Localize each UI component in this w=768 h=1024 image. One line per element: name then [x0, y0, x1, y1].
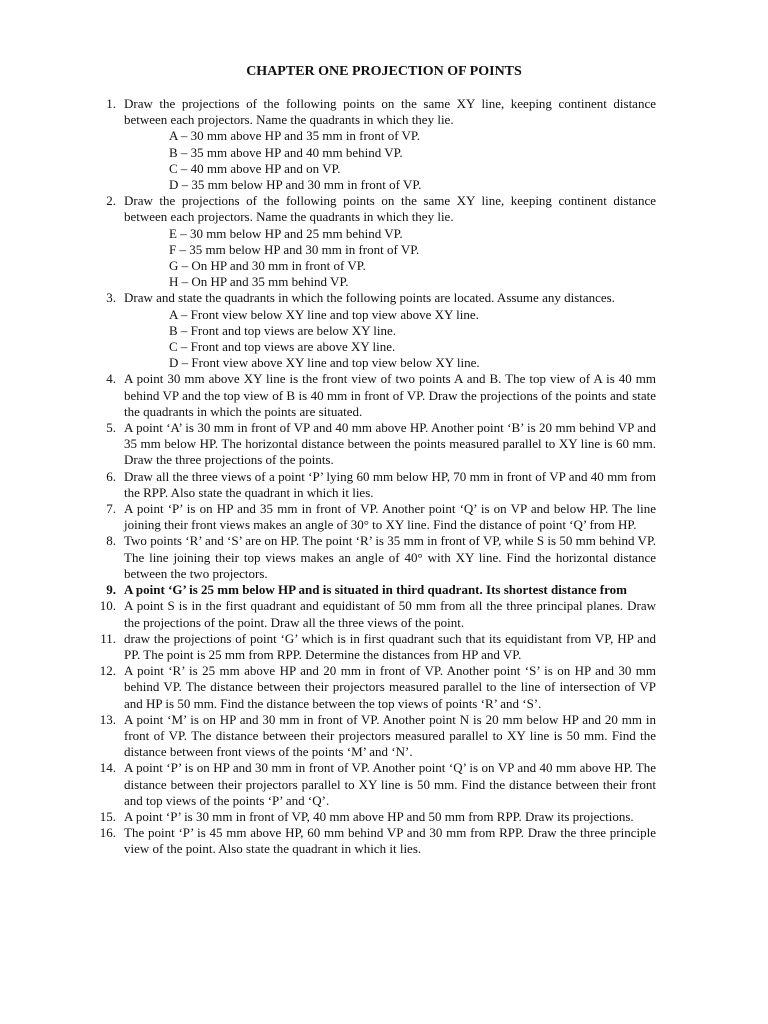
question-number: 8.: [106, 533, 116, 549]
question-number: 6.: [106, 468, 116, 484]
question-item: [99, 711, 656, 761]
question-number: 4.: [106, 371, 116, 387]
question-text: Draw the projections of the following points on the same XY line, keeping continent distance between each projectors. Name the quadrants in which they lie.: [124, 96, 656, 128]
question-text: A point ‘R’ is 25 mm above HP and 20 mm in front of VP. Another point ‘S’ is on HP and 30 mm behind VP. The distance between their projectors measured parallel to the line of intersection of VP and HP is 50 mm. Find the distance between the top views of points ‘R’ and ‘S’.: [124, 663, 656, 711]
question-text: A point ‘M’ is on HP and 30 mm in front of VP. Another point N is 20 mm below HP and 20 mm in front of VP. The distance between their projectors measured parallel to XY line is 50 mm. Find the distance between front views of the points ‘M’ and ‘N’.: [124, 711, 656, 760]
question-item: [106, 290, 656, 371]
sub-item: C – Front and top views are above XY line.: [169, 339, 396, 355]
question-number: 9.: [106, 582, 116, 598]
question-text: A point 30 mm above XY line is the front view of two points A and B. The top view of A is 40 mm behind VP and the top view of B is 40 mm in front of VP. Draw the projections of the points and state the quadrants in which the points are situated.: [124, 371, 656, 419]
question-item: [106, 371, 656, 420]
question-item: [106, 533, 656, 582]
sub-item: F – 35 mm below HP and 30 mm in front of VP.: [169, 241, 420, 257]
question-number: 1.: [106, 96, 116, 111]
question-item: [106, 468, 656, 501]
question-item: [106, 501, 656, 533]
sub-item: H – On HP and 35 mm behind VP.: [169, 274, 349, 290]
question-text: Draw and state the quadrants in which the following points are located. Assume any distances.: [124, 290, 615, 306]
question-item: [106, 420, 656, 469]
question-item: [99, 808, 656, 825]
question-text: A point ‘A’ is 30 mm in front of VP and 40 mm above HP. Another point ‘B’ is 20 mm behind VP and 35 mm below HP. The horizontal distance between the points measured parallel to XY line is 60 mm. Draw the three projections of the points.: [124, 420, 656, 468]
question-number: 15.: [99, 808, 116, 824]
question-text: draw the projections of point ‘G’ which is in first quadrant such that its equidistant from VP, HP and PP. The point is 25 mm from RPP. Determine the distances from HP and VP.: [124, 630, 656, 662]
question-number: 5.: [106, 420, 116, 436]
question-number: 16.: [99, 825, 116, 841]
sub-item: C – 40 mm above HP and on VP.: [169, 160, 341, 176]
page-title: CHAPTER ONE PROJECTION OF POINTS: [246, 64, 522, 79]
question-number: 14.: [99, 760, 116, 776]
question-number: 12.: [99, 663, 116, 679]
question-item: [99, 598, 656, 630]
question-text: A point ‘G’ is 25 mm below HP and is situated in third quadrant. Its shortest distance from: [124, 582, 627, 598]
sub-item: D – 35 mm below HP and 30 mm in front of VP.: [169, 177, 422, 193]
sub-item: D – Front view above XY line and top view below XY line.: [169, 355, 480, 371]
question-text: Two points ‘R’ and ‘S’ are on HP. The point ‘R’ is 35 mm in front of VP, while S is 50 mm behind VP. The line joining their top views makes an angle of 40° with XY line. Find the horizontal distance between the two projectors.: [124, 533, 656, 581]
question-text: A point ‘P’ is 30 mm in front of VP, 40 mm above HP and 50 mm from RPP. Draw its projections.: [124, 808, 634, 824]
question-text: Draw all the three views of a point ‘P’ lying 60 mm below HP, 70 mm in front of VP and 40 mm from the RPP. Also state the quadrant in which it lies.: [124, 468, 656, 500]
question-item: [99, 663, 656, 712]
sub-item: A – Front view below XY line and top view above XY line.: [169, 306, 479, 322]
question-item: [99, 825, 656, 857]
sub-item: A – 30 mm above HP and 35 mm in front of VP.: [169, 128, 420, 144]
question-list: [99, 96, 656, 858]
question-number: 10.: [99, 598, 116, 614]
sub-item: B – 35 mm above HP and 40 mm behind VP.: [169, 144, 403, 160]
sub-item: G – On HP and 30 mm in front of VP.: [169, 258, 366, 274]
sub-item: E – 30 mm below HP and 25 mm behind VP.: [169, 225, 403, 241]
question-item: [106, 582, 656, 598]
question-text: The point ‘P’ is 45 mm above HP, 60 mm behind VP and 30 mm from RPP. Draw the three principle view of the point. Also state the quadrant in which it lies.: [124, 825, 656, 857]
question-item: [106, 96, 656, 193]
question-text: Draw the projections of the following points on the same XY line, keeping continent distance between each projectors. Name the quadrants in which they lie.: [124, 193, 656, 225]
question-number: 7.: [106, 501, 116, 517]
question-number: 13.: [99, 711, 116, 727]
question-text: A point ‘P’ is on HP and 35 mm in front of VP. Another point ‘Q’ is on VP and below HP. The line joining their front views makes an angle of 30° to XY line. Find the distance of point ‘Q’ from HP.: [124, 501, 656, 533]
question-text: A point S is in the first quadrant and equidistant of 50 mm from all the three principal planes. Draw the projections of the point. Draw all the three views of the point.: [124, 598, 656, 630]
sub-item: B – Front and top views are below XY line.: [169, 322, 396, 338]
question-text: A point ‘P’ is on HP and 30 mm in front of VP. Another point ‘Q’ is on VP and 40 mm above HP. The distance between their projectors parallel to XY line is 50 mm. Find the distance between their front and top views of the points ‘P’ and ‘Q’.: [124, 760, 656, 808]
question-number: 2.: [106, 193, 116, 209]
question-number: 11.: [100, 630, 116, 646]
question-number: 3.: [106, 290, 116, 306]
question-item: [100, 630, 656, 663]
question-item: [99, 760, 656, 809]
question-item: [106, 193, 656, 290]
